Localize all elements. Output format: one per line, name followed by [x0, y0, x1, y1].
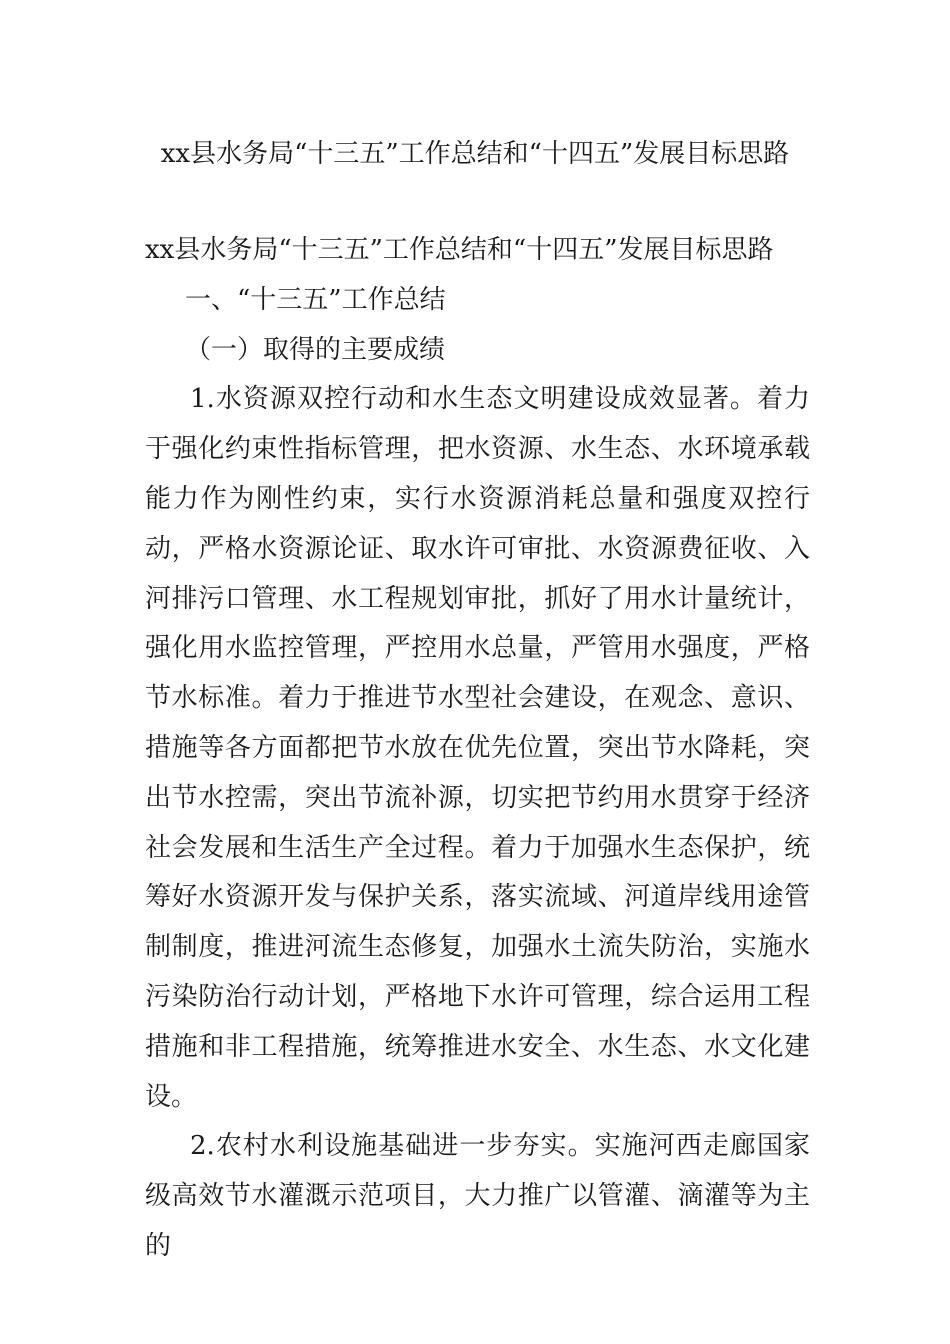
subsection-heading: （一）取得的主要成绩 [185, 334, 446, 365]
section-heading: 一、“十三五”工作总结 [185, 284, 446, 315]
document-body [145, 226, 810, 1272]
document-subtitle: xx县水务局“十三五”工作总结和“十四五”发展目标思路 [145, 235, 774, 265]
paragraph-item-1: 1.水资源双控行动和水生态文明建设成效显著。着力于强化约束性指标管理，把水资源、水生态、水环境承载能力作为刚性约束，实行水资源消耗总量和强度双控行动，严格水资源论证、取水许可审批、水资源费征收、入河排污口管理、水工程规划审批，抓好了用水计量统计，强化用水监控管理，严控用水总量，严管用水强度，严格节水标准。着力于推进节水型社会建设，在观念、意识、措施等各方面都把节水放在优先位置，突出节水降耗，突出节水控需，突出节流补源，切实把节约用水贯穿于经济社会发展和生活生产全过程。着力于加强水生态保护，统筹好水资源开发与保护关系，落实流域、河道岸线用途管制制度，推进河流生态修复，加强水土流失防治，实施水污染防治行动计划，严格地下水许可管理，综合运用工程措施和非工程措施，统筹推进水安全、水生态、水文化建设。 [145, 384, 810, 1112]
document-title: xx县水务局“十三五”工作总结和“十四五”发展目标思路 [160, 139, 790, 169]
paragraph-item-2: 2.农村水利设施基础进一步夯实。实施河西走廊国家级高效节水灌溉示范项目，大力推广以管灌、滴灌等为主的 [145, 1131, 810, 1261]
